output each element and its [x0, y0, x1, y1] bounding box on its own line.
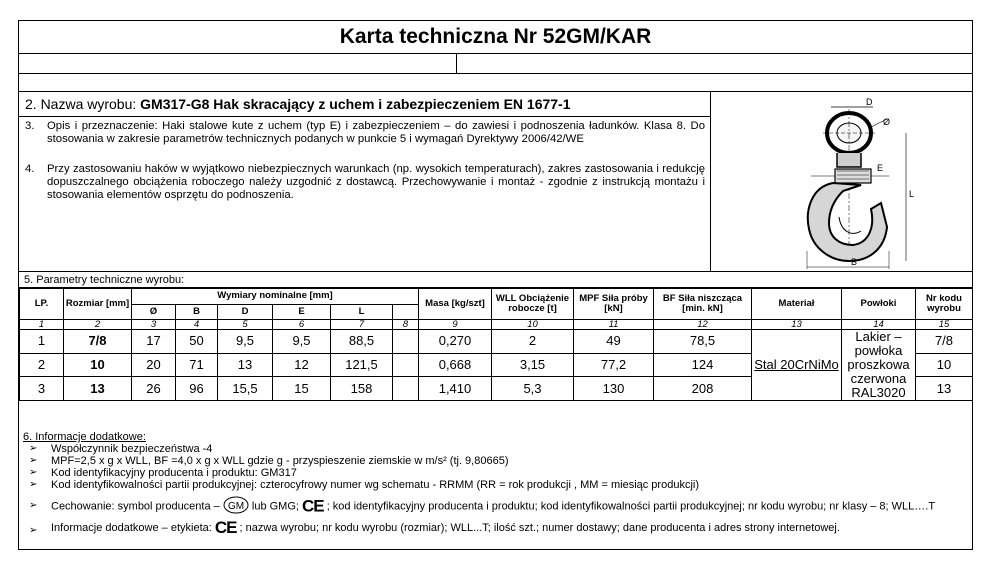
arrow-bullet-icon: ➢: [29, 467, 38, 478]
additional-info: [23, 431, 968, 538]
dim-d-label: D: [866, 97, 873, 107]
technical-card: [18, 20, 973, 550]
info-text: Kod identyfikowalności partii produkcyjnej: czterocyfrowy numer wg schematu - RRMM (RR = rok produkcji , MM = miesiąc produkcji): [51, 479, 699, 491]
table-header-row: [20, 289, 973, 305]
cell-bf: 208: [654, 377, 752, 401]
parameters-table: [19, 288, 973, 401]
column-index: 2: [64, 320, 132, 330]
cell-lp: 2: [20, 353, 64, 377]
column-index: 1: [20, 320, 64, 330]
column-index: 15: [916, 320, 973, 330]
info-text: Współczynnik bezpieczeństwa -4: [51, 443, 213, 455]
parameters-heading: 5. Parametry techniczne wyrobu:: [19, 271, 972, 288]
marking-mid: lub GMG;: [251, 500, 303, 513]
arrow-bullet-icon: ➢: [29, 479, 38, 490]
cell-rozmiar: 10: [64, 353, 132, 377]
column-index: 6: [273, 320, 331, 330]
info-text: Kod identyfikacyjny producenta i produktu: GM317: [51, 467, 297, 479]
cell-kod: 7/8: [916, 330, 973, 354]
cell-d: 9,5: [218, 330, 273, 354]
info-item-marking: [23, 496, 968, 517]
cell-kod: 13: [916, 377, 973, 401]
product-name-row: [19, 91, 711, 117]
cell-masa: 0,270: [419, 330, 492, 354]
header-phi: Ø: [132, 304, 176, 320]
description-section: [19, 117, 711, 271]
product-name: GM317-G8 Hak skracający z uchem i zabezpieczeniem EN 1677-1: [140, 96, 571, 112]
header-rozmiar: Rozmiar [mm]: [64, 289, 132, 320]
blank-row: [19, 53, 972, 74]
cell-wll: 2: [492, 330, 574, 354]
paragraph-number: 4.: [25, 163, 35, 175]
cell-masa: 1,410: [419, 377, 492, 401]
cell-kod: 10: [916, 353, 973, 377]
marking-prefix: Cechowanie: symbol producenta –: [51, 500, 223, 513]
paragraph-text: Opis i przeznaczenie: Haki stalowe kute z uchem (typ E) i zabezpieczeniem – do zawiesi i podnoszenia ładunków. Klasa 8. Do stosowania w zakresie parametrów technicznych podanych w punkcie 5 i wymagań Dyrektywy 2006/42/WE: [47, 120, 705, 145]
dim-e-label: E: [877, 163, 884, 173]
header-mpf: MPF Siła próby [kN]: [574, 289, 654, 320]
cell-b: 50: [176, 330, 218, 354]
cell-phi: 20: [132, 353, 176, 377]
document-title: Karta techniczna Nr 52GM/KAR: [19, 21, 972, 54]
divider: [456, 53, 457, 73]
cell-l: 158: [331, 377, 393, 401]
cell-empty: [393, 330, 419, 354]
label-prefix: Informacje dodatkowe – etykieta:: [51, 522, 215, 534]
hook-drawing-icon: [711, 91, 973, 271]
info-heading: 6. Informacje dodatkowe:: [23, 431, 146, 443]
dim-b-label: B: [851, 257, 858, 267]
cell-d: 15,5: [218, 377, 273, 401]
cell-wll: 5,3: [492, 377, 574, 401]
header-bf: BF Siła niszcząca [min. kN]: [654, 289, 752, 320]
header-nr-kodu: Nr kodu wyrobu: [916, 289, 973, 320]
cell-e: 9,5: [273, 330, 331, 354]
cell-empty: [393, 377, 419, 401]
column-index: 11: [574, 320, 654, 330]
arrow-bullet-icon: ➢: [29, 500, 38, 511]
header-b: B: [176, 304, 218, 320]
paragraph-number: 3.: [25, 120, 35, 132]
cell-e: 15: [273, 377, 331, 401]
cell-empty: [393, 353, 419, 377]
info-item-label: [23, 518, 968, 538]
header-lp: LP.: [20, 289, 64, 320]
arrow-bullet-icon: ➢: [29, 443, 38, 454]
cell-l: 121,5: [331, 353, 393, 377]
label-suffix: ; nazwa wyrobu; nr kodu wyrobu (rozmiar); WLL...T; ilość szt.; numer dostawy; dane producenta i adres strony internetowej.: [236, 522, 840, 534]
dim-l-label: L: [909, 189, 915, 199]
column-index: 13: [752, 320, 842, 330]
column-index: 3: [132, 320, 176, 330]
info-item: [23, 467, 968, 479]
cell-l: 88,5: [331, 330, 393, 354]
header-masa: Masa [kg/szt]: [419, 289, 492, 320]
cell-rozmiar: 7/8: [64, 330, 132, 354]
info-text: MPF=2,5 x g x WLL, BF =4,0 x g x WLL gdzie g - przyspieszenie ziemskie w m/s² (tj. 9,80665): [51, 455, 509, 467]
cell-lp: 1: [20, 330, 64, 354]
dim-phi-label: Ø: [883, 117, 891, 127]
description-paragraph: [25, 163, 705, 202]
header-wymiary: Wymiary nominalne [mm]: [132, 289, 419, 305]
header-e: E: [273, 304, 331, 320]
cell-d: 13: [218, 353, 273, 377]
cell-powloki: Lakier – powłoka proszkowa czerwona RAL3020: [842, 330, 916, 401]
header-material: Materiał: [752, 289, 842, 320]
info-item: [23, 443, 968, 455]
cell-phi: 17: [132, 330, 176, 354]
hook-drawing: [711, 91, 973, 271]
marking-suffix: ; kod identyfikacyjny producenta i produktu; kod identyfikowalności partii produkcyjnej; nr kodu wyrobu; nr klasy – 8; WLL….T: [323, 500, 936, 513]
column-index: 4: [176, 320, 218, 330]
ce-mark-icon: CE: [214, 518, 237, 538]
ce-mark-icon: CE: [302, 496, 324, 516]
column-index: 12: [654, 320, 752, 330]
column-index: 8: [393, 320, 419, 330]
info-item: [23, 455, 968, 467]
column-index-row: [20, 320, 973, 330]
cell-masa: 0,668: [419, 353, 492, 377]
cell-material: Stal 20CrNiMo: [752, 330, 842, 401]
cell-b: 96: [176, 377, 218, 401]
table-row: [20, 330, 973, 354]
header-empty: [393, 304, 419, 320]
header-powloki: Powłoki: [842, 289, 916, 320]
cell-phi: 26: [132, 377, 176, 401]
paragraph-text: Przy zastosowaniu haków w wyjątkowo niebezpiecznych warunkach (np. wysokich temperaturach), zakres zastosowania i redukcję dopuszczalnego obciążenia roboczego należy uzgodnić z dostawcą. Przechowywanie i montaż - zgodnie z instrukcją montażu i stosowania elementów osprzętu do podnoszenia.: [47, 163, 705, 201]
description-paragraph: [25, 120, 705, 146]
cell-mpf: 77,2: [574, 353, 654, 377]
arrow-bullet-icon: ➢: [29, 525, 38, 536]
arrow-bullet-icon: ➢: [29, 455, 38, 466]
column-index: 5: [218, 320, 273, 330]
cell-bf: 78,5: [654, 330, 752, 354]
product-label: 2. Nazwa wyrobu:: [25, 96, 141, 112]
column-index: 7: [331, 320, 393, 330]
info-item: [23, 479, 968, 491]
header-wll: WLL Obciążenie robocze [t]: [492, 289, 574, 320]
blank-row: [19, 73, 972, 92]
cell-mpf: 130: [574, 377, 654, 401]
cell-rozmiar: 13: [64, 377, 132, 401]
cell-wll: 3,15: [492, 353, 574, 377]
cell-e: 12: [273, 353, 331, 377]
cell-lp: 3: [20, 377, 64, 401]
gm-logo-icon: [223, 496, 249, 517]
cell-b: 71: [176, 353, 218, 377]
header-l: L: [331, 304, 393, 320]
column-index: 9: [419, 320, 492, 330]
cell-mpf: 49: [574, 330, 654, 354]
cell-bf: 124: [654, 353, 752, 377]
column-index: 10: [492, 320, 574, 330]
gm-logo-text: GM: [227, 501, 244, 512]
header-d: D: [218, 304, 273, 320]
column-index: 14: [842, 320, 916, 330]
